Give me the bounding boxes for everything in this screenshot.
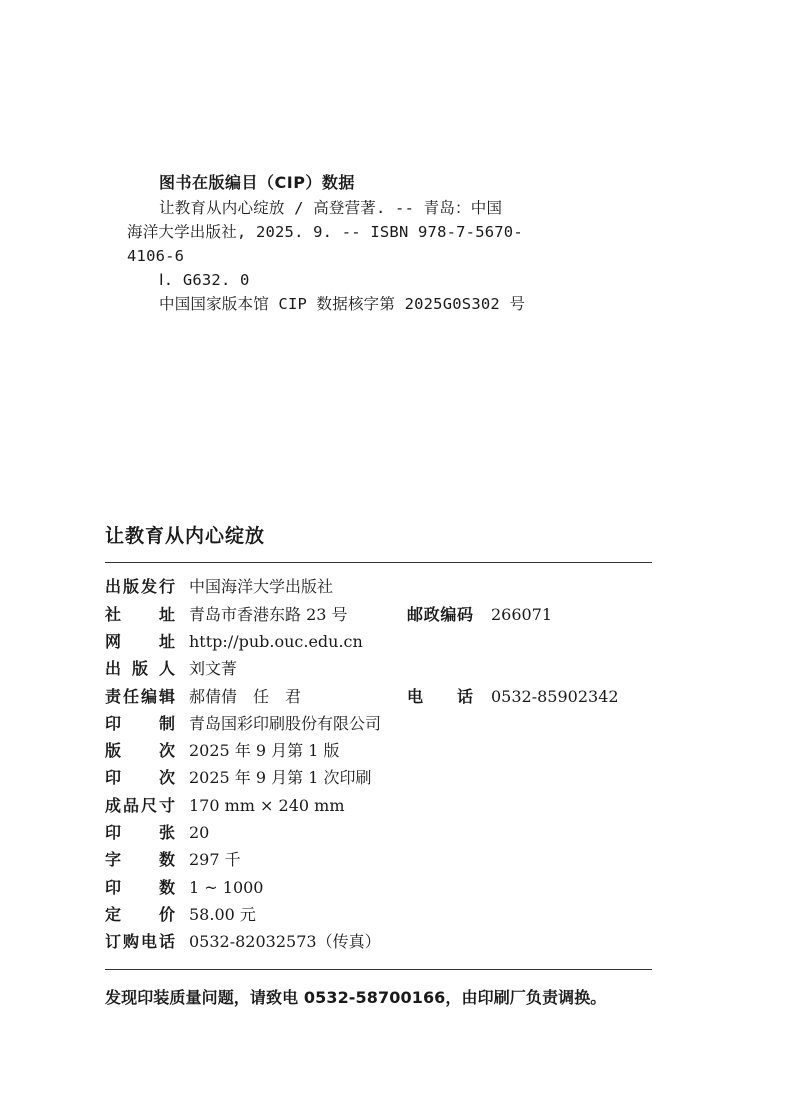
postcode-label — [407, 603, 473, 627]
phone-label — [407, 685, 473, 709]
publisher-value: 中国海洋大学出版社 — [189, 577, 334, 596]
print-run-label — [105, 876, 175, 900]
cip-line-3: 4106-6 — [127, 247, 185, 265]
label-char: 品 — [122, 796, 139, 815]
bottom-divider — [105, 969, 652, 970]
phone-value: 0532-85902342 — [491, 687, 619, 706]
size-value: 170 mm × 240 mm — [189, 796, 345, 815]
impression-value: 2025 年 9 月第 1 次印刷 — [189, 768, 372, 787]
label-char: 购 — [122, 932, 139, 951]
label-char: 网 — [105, 632, 122, 651]
label-char: 订 — [105, 932, 122, 951]
label-char: 话 — [456, 687, 473, 706]
book-title: 让教育从内心绽放 — [105, 525, 266, 547]
label-char: 张 — [158, 823, 175, 842]
words-label — [105, 848, 175, 872]
label-char: 址 — [158, 632, 175, 651]
print-run-value: 1 ~ 1000 — [189, 878, 264, 897]
label-char: 编 — [440, 605, 457, 624]
address-label — [105, 603, 175, 627]
info-row-price — [105, 903, 652, 929]
label-char: 发 — [140, 577, 157, 596]
edition-value: 2025 年 9 月第 1 版 — [189, 741, 340, 760]
cip-line-1: 让教育从内心绽放 / 高登营著. -- 青岛：中国 — [159, 199, 503, 217]
publisher-person-label — [105, 657, 175, 681]
label-char: 行 — [158, 577, 175, 596]
label-char: 印 — [105, 878, 122, 897]
cip-line-5: 中国国家版本馆 CIP 数据核字第 2025G0S302 号 — [159, 295, 526, 313]
label-char: 次 — [158, 741, 175, 760]
info-row-editor — [105, 685, 652, 711]
label-char: 人 — [158, 659, 175, 678]
label-char: 电 — [407, 687, 424, 706]
label-char: 次 — [158, 768, 175, 787]
cip-heading: 图书在版编目（CIP）数据 — [159, 173, 355, 192]
label-char: 编 — [140, 687, 157, 706]
info-row-edition — [105, 739, 652, 765]
label-char: 码 — [456, 605, 473, 624]
label-char: 辑 — [158, 687, 175, 706]
label-char: 社 — [105, 605, 122, 624]
printer-value: 青岛国彩印刷股份有限公司 — [189, 714, 382, 733]
info-row-size — [105, 794, 652, 820]
label-char: 字 — [105, 850, 122, 869]
top-divider — [105, 562, 652, 563]
postcode-value: 266071 — [491, 605, 553, 624]
label-char: 印 — [105, 714, 122, 733]
info-row-address — [105, 603, 652, 629]
edition-label — [105, 739, 175, 763]
publisher-label — [105, 575, 175, 599]
label-char: 印 — [105, 768, 122, 787]
label-char: 任 — [122, 687, 139, 706]
info-row-impression — [105, 766, 652, 792]
sheets-label — [105, 821, 175, 845]
label-char: 版 — [131, 659, 148, 678]
label-char: 责 — [105, 687, 122, 706]
label-char: 址 — [158, 605, 175, 624]
label-char: 出 — [105, 577, 122, 596]
info-row-publisher-person — [105, 657, 652, 683]
label-char: 邮 — [407, 605, 424, 624]
label-char: 出 — [105, 659, 122, 678]
label-char: 数 — [158, 850, 175, 869]
label-char: 印 — [105, 823, 122, 842]
address-value: 青岛市香港东路 23 号 — [189, 605, 348, 624]
publisher-person-value: 刘文菁 — [189, 659, 238, 678]
cip-line-4: Ⅰ. G632. 0 — [159, 271, 250, 289]
printer-label — [105, 712, 175, 736]
website-label — [105, 630, 175, 654]
label-char: 版 — [105, 741, 122, 760]
quality-notice: 发现印装质量问题，请致电 0532-58700166，由印刷厂负责调换。 — [105, 988, 607, 1007]
label-char: 定 — [105, 905, 122, 924]
label-char: 政 — [423, 605, 440, 624]
size-label — [105, 794, 175, 818]
info-row-sheets — [105, 821, 652, 847]
info-row-order-phone — [105, 930, 652, 956]
price-value: 58.00 元 — [189, 905, 256, 924]
words-value: 297 千 — [189, 850, 241, 869]
info-row-printer — [105, 712, 652, 738]
label-char: 寸 — [158, 796, 175, 815]
impression-label — [105, 766, 175, 790]
label-char: 价 — [158, 905, 175, 924]
info-row-publisher — [105, 575, 652, 601]
label-char: 尺 — [140, 796, 157, 815]
website-link[interactable]: http://pub.ouc.edu.cn — [189, 632, 363, 651]
label-char: 话 — [158, 932, 175, 951]
info-row-words — [105, 848, 652, 874]
info-row-website — [105, 630, 652, 656]
label-char: 数 — [158, 878, 175, 897]
order-phone-label — [105, 930, 175, 954]
label-char: 电 — [140, 932, 157, 951]
price-label — [105, 903, 175, 927]
info-row-print-run — [105, 876, 652, 902]
cip-line-2: 海洋大学出版社, 2025. 9. -- ISBN 978-7-5670- — [127, 223, 523, 241]
order-phone-value: 0532-82032573（传真） — [189, 932, 381, 951]
label-char: 制 — [158, 714, 175, 733]
sheets-value: 20 — [189, 823, 210, 842]
editor-value: 郝倩倩 任 君 — [189, 687, 302, 706]
editor-label — [105, 685, 175, 709]
label-char: 成 — [105, 796, 122, 815]
label-char: 版 — [122, 577, 139, 596]
